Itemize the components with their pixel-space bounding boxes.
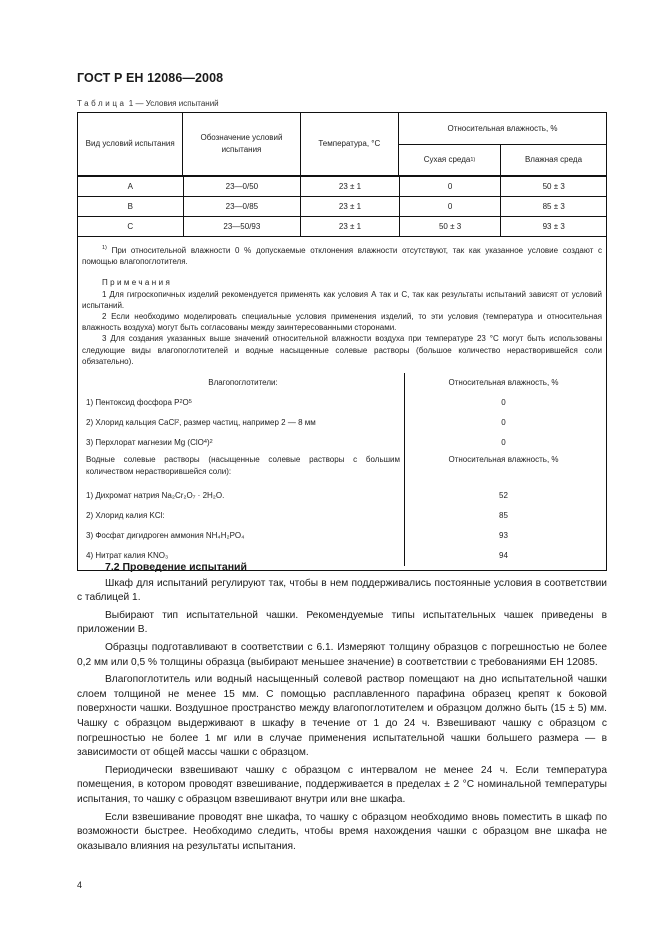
salt-item: 1) Дихромат натрия Na₂Cr₂O₇ · 2H₂O. [86, 491, 225, 501]
table-caption-word: Таблица [77, 99, 127, 108]
conditions-table [77, 112, 607, 571]
notes-title: Примечания [102, 278, 173, 288]
cell-dry: 50 ± 3 [400, 217, 502, 236]
table-caption [77, 99, 219, 108]
desiccant-name: 2) Хлорид кальция CaCl [86, 418, 177, 428]
cell-type: B [78, 197, 184, 216]
note-2: 2 Если необходимо моделировать специальные условия применения изделий, то эти условия (температура и относительная влажность воздуха) могут быть согласованы между заинтересованными сторонами. [82, 312, 602, 333]
salt-item: 4) Нитрат калия KNO₃ [86, 551, 169, 561]
salt-value: 94 [499, 551, 508, 561]
paragraph: Влагопоглотитель или водный насыщенный солевой раствор помещают на дно испытательной чашки слоем толщиной не менее 15 мм. С помощью расплавленного парафина образец крепят к боковой поверхности чашки. Воздушное пространство между влагопоглотителем и образцом должно быть (15 ± 5) мм. Чашку с образцом выдерживают в шкафу в течение от 1 до 24 ч. Взвешивают чашку с образцом с погрешностью не более 1 мг или в случае применения испытательной чашки большего размера — в зависимости от общей массы чашки с образцом. [77, 674, 607, 759]
subscript: 5 [188, 399, 192, 406]
salts-humidity-header: Относительная влажность, % [448, 455, 559, 465]
cell-temperature: 23 ± 1 [301, 217, 400, 236]
col-header-wet: Влажная среда [524, 155, 583, 164]
cell-type: A [78, 177, 184, 196]
cell-dry: 0 [400, 177, 502, 196]
section-7-2 [77, 560, 607, 857]
note-3: 3 Для создания указанных выше значений относительной влажности воздуха при температуре 23 °С могут быть использованы следующие виды влагопоглотителей и водные насыщенные солевые растворы (большое количество нерастворившейся соли обязательно). [82, 334, 602, 366]
table-notes [78, 237, 606, 570]
col-header-humidity-group [399, 113, 606, 175]
cell-designation: 23—0/50 [184, 177, 302, 196]
subscript: 2 [176, 419, 180, 426]
table-caption-title: 1 — Условия испытаний [126, 99, 219, 108]
note-1: 1 Для гигроскопичных изделий рекомендуется применять как условия А так и С, так как результаты испытаний зависят от условий испытаний. [82, 289, 602, 310]
desiccant-table [82, 373, 602, 566]
cell-designation: 23—50/93 [184, 217, 302, 236]
salt-item: 3) Фосфат дигидроген аммония NH₄H₂PO₄ [86, 531, 245, 541]
desiccants-humidity-header: Относительная влажность, % [448, 378, 559, 388]
desiccant-name: , размер частиц, например 2 — 8 мм [179, 418, 316, 428]
footnote-mark: 1) [102, 245, 107, 251]
col-header-designation: Обозначение условий испытания [183, 113, 300, 175]
cell-temperature: 23 ± 1 [301, 197, 400, 216]
desiccant-name: 1) Пентоксид фосфора P [86, 398, 180, 408]
cell-wet: 93 ± 3 [542, 222, 565, 231]
col-header-dry [399, 145, 501, 175]
subscript: 2 [209, 439, 213, 446]
cell-dry: 0 [400, 197, 502, 216]
col-header-type: Вид условий испытания [78, 113, 183, 175]
section-title: 7.2 Проведение испытаний [105, 561, 247, 573]
paragraph: Образцы подготавливают в соответствии с 6.1. Измеряют толщину образцов с погрешностью не более 0,2 мм или 0,5 % толщины образца (выбирают меньшее значение) в соответствии с требованиями ЕН 12085. [77, 641, 607, 668]
table-row [78, 197, 606, 217]
table-footnote [82, 243, 602, 267]
paragraph: Периодически взвешивают чашку с образцом с интервалом не менее 24 ч. Если температура помещения, в котором проводят взвешивание, поддерживается в пределах ± 2 °С номинальной температуры испытания, то чашку с образцом взвешивают внутри или вне шкафа. [77, 764, 607, 805]
cell-temperature: 23 ± 1 [301, 177, 400, 196]
desiccant-name: O [182, 398, 189, 408]
salt-value: 93 [499, 531, 508, 541]
salts-header: Водные солевые растворы (насыщенные солевые растворы с большим количеством нерастворившейся соли): [86, 455, 400, 476]
desiccant-item [82, 413, 404, 433]
cell-wet: 50 ± 3 [542, 182, 565, 191]
paragraph: Если взвешивание проводят вне шкафа, то чашку с образцом необходимо вновь поместить в шкаф по возможности быстрее. Необходимо следить, чтобы время нахождения чашки с образцом вне шкафа не оказывало влияния на результаты испытания. [77, 811, 607, 852]
subscript: 4 [203, 439, 207, 446]
cell-wet: 85 ± 3 [542, 202, 565, 211]
desiccant-item [82, 433, 404, 453]
page-number: 4 [77, 880, 83, 890]
desiccant-name: ) [206, 438, 210, 448]
footnote-text: При относительной влажности 0 % допускаемые отклонения влажности отсутствуют, так как указанное условие создают с помощью влагопоглотителя. [82, 246, 602, 267]
table-row [78, 177, 606, 197]
cell-type: C [78, 217, 184, 236]
desiccant-item [82, 393, 404, 413]
desiccant-value: 0 [501, 418, 506, 428]
footnote-ref: 1) [470, 157, 476, 163]
paragraph: Шкаф для испытаний регулируют так, чтобы в нем поддерживались постоянные условия в соответствии с таблицей 1. [77, 577, 607, 604]
document-header: ГОСТ Р ЕН 12086—2008 [77, 71, 224, 85]
paragraph: Выбирают тип испытательной чашки. Рекомендуемые типы испытательных чашек приведены в приложении В. [77, 609, 607, 636]
col-header-dry-label: Сухая среда [423, 155, 471, 164]
col-header-humidity: Относительная влажность, % [399, 113, 606, 145]
desiccant-value: 0 [501, 398, 506, 408]
desiccant-value: 0 [501, 438, 506, 448]
table-header-row [78, 113, 606, 177]
cell-designation: 23—0/85 [184, 197, 302, 216]
desiccant-name: 3) Перхлорат магнезии Mg (ClO [86, 438, 204, 448]
col-header-temperature: Температура, °С [301, 113, 399, 175]
desiccants-header: Влагопоглотители: [208, 378, 278, 388]
salt-item: 2) Хлорид калия KCl: [86, 511, 165, 521]
salt-value: 85 [499, 511, 508, 521]
salt-value: 52 [499, 491, 508, 501]
table-row [78, 217, 606, 237]
subscript: 2 [179, 399, 183, 406]
